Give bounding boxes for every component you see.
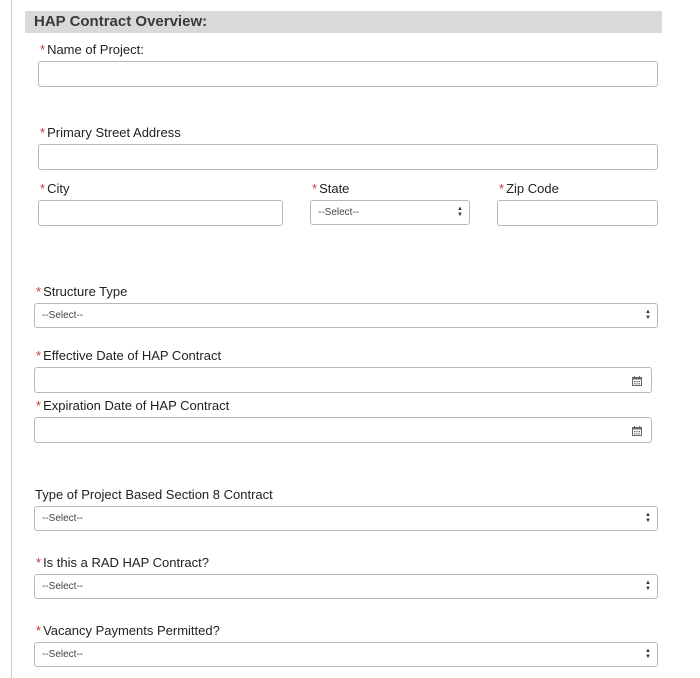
structure-type-select-value: --Select-- — [42, 310, 84, 321]
state-label: * State — [312, 181, 350, 196]
expiration-date-input[interactable] — [34, 417, 652, 443]
section-title: HAP Contract Overview: — [34, 13, 208, 30]
calendar-icon[interactable] — [632, 426, 642, 436]
sort-arrows-icon: ▲ ▼ — [457, 206, 463, 218]
city-input[interactable] — [38, 200, 283, 226]
required-marker: * — [36, 398, 42, 413]
rad-contract-select[interactable] — [34, 574, 658, 599]
sort-arrows-icon: ▲ ▼ — [645, 309, 651, 321]
expiration-date-label: * Expiration Date of HAP Contract — [36, 398, 230, 413]
required-marker: * — [40, 42, 46, 57]
vacancy-payments-select[interactable] — [34, 642, 658, 667]
zip-input[interactable] — [497, 200, 658, 226]
required-marker: * — [36, 284, 42, 299]
vacancy-payments-label: * Vacancy Payments Permitted? — [36, 623, 220, 638]
required-marker: * — [36, 555, 42, 570]
required-marker: * — [312, 181, 318, 196]
street-address-input[interactable] — [38, 144, 658, 170]
required-marker: * — [499, 181, 505, 196]
structure-type-label: * Structure Type — [36, 284, 128, 299]
rad-contract-select-value: --Select-- — [42, 581, 84, 592]
project-name-input[interactable] — [38, 61, 658, 87]
vacancy-payments-select-value: --Select-- — [42, 649, 84, 660]
left-border-rule — [11, 0, 12, 678]
project-name-label: * Name of Project: — [40, 42, 144, 57]
required-marker: * — [40, 181, 46, 196]
zip-label: * Zip Code — [499, 181, 559, 196]
section-header — [25, 11, 662, 33]
section8-type-select-value: --Select-- — [42, 513, 84, 524]
street-address-label: * Primary Street Address — [40, 125, 181, 140]
state-select-value: --Select-- — [318, 207, 360, 218]
city-label: * City — [40, 181, 70, 196]
structure-type-select[interactable] — [34, 303, 658, 328]
required-marker: * — [36, 623, 42, 638]
effective-date-label: * Effective Date of HAP Contract — [36, 348, 222, 363]
required-marker: * — [40, 125, 46, 140]
calendar-icon[interactable] — [632, 376, 642, 386]
rad-contract-label: * Is this a RAD HAP Contract? — [36, 555, 209, 570]
sort-arrows-icon: ▲ ▼ — [645, 580, 651, 592]
section8-type-label: Type of Project Based Section 8 Contract — [35, 487, 273, 502]
section8-type-select[interactable] — [34, 506, 658, 531]
state-select[interactable] — [310, 200, 470, 225]
sort-arrows-icon: ▲ ▼ — [645, 512, 651, 524]
effective-date-input[interactable] — [34, 367, 652, 393]
sort-arrows-icon: ▲ ▼ — [645, 648, 651, 660]
required-marker: * — [36, 348, 42, 363]
